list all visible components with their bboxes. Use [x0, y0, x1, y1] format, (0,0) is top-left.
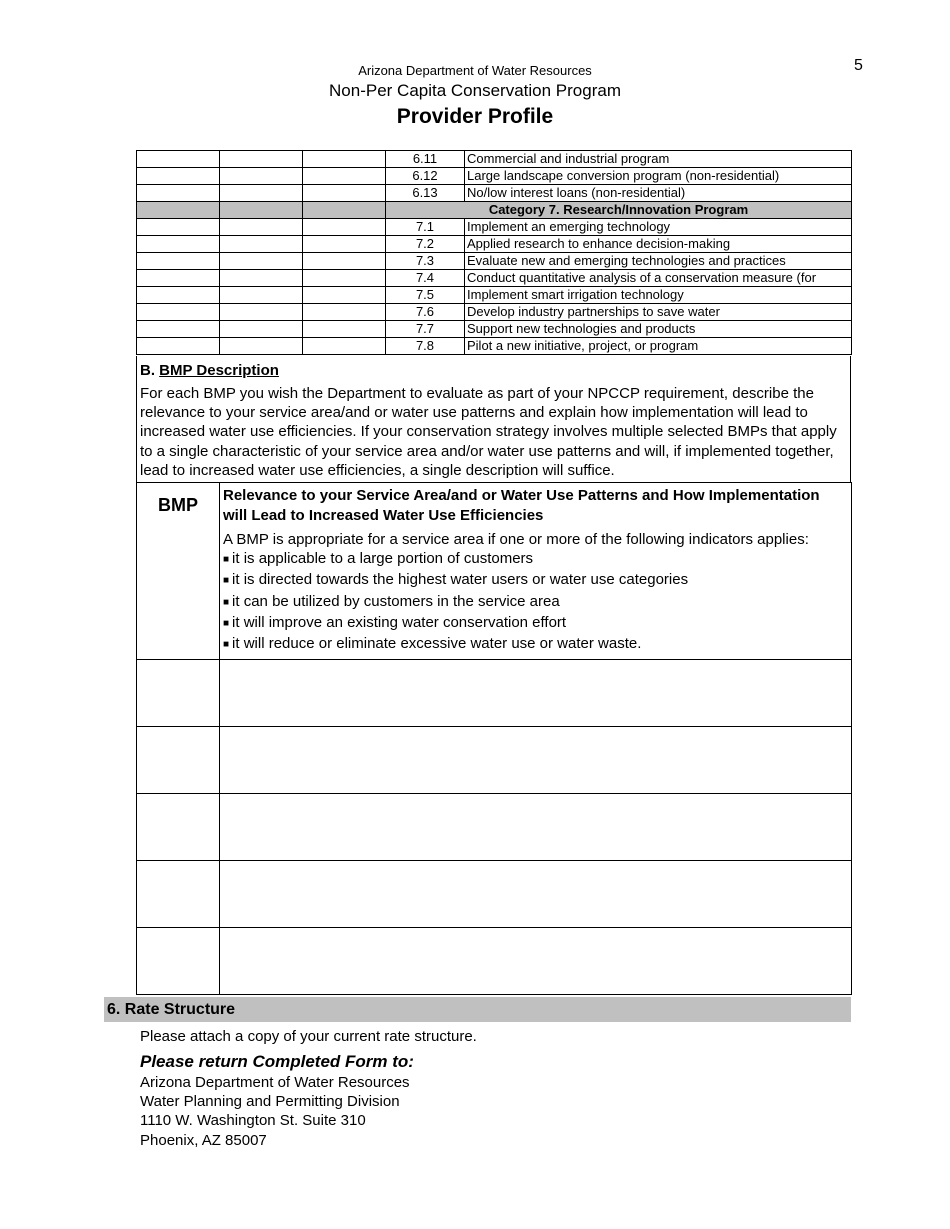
address-line: 1110 W. Washington St. Suite 310 — [140, 1112, 366, 1130]
rate-structure-text: Please attach a copy of your current rate structure. — [140, 1028, 477, 1045]
rate-structure-heading: 6. Rate Structure — [104, 997, 851, 1022]
section-prefix: B. — [140, 362, 155, 379]
checkbox-cell[interactable] — [220, 185, 303, 202]
address-line: Arizona Department of Water Resources — [140, 1074, 410, 1091]
bmp-label: Conduct quantitative analysis of a conservation measure (for — [465, 270, 852, 287]
table-row — [137, 660, 852, 727]
bmp-description-table — [136, 482, 852, 995]
checkbox-cell[interactable] — [220, 168, 303, 185]
checkbox-cell[interactable] — [303, 287, 386, 304]
table-row — [137, 151, 852, 168]
table-row — [137, 287, 852, 304]
bmp-number: 6.13 — [386, 185, 465, 202]
checkbox-cell[interactable] — [137, 253, 220, 270]
program-name: Non-Per Capita Conservation Program — [329, 81, 621, 100]
header-row — [137, 483, 852, 660]
bmp-label: Implement smart irrigation technology — [465, 287, 852, 304]
address-line: Water Planning and Permitting Division — [140, 1093, 400, 1111]
bmp-input-cell[interactable] — [137, 794, 220, 861]
checkbox-cell[interactable] — [220, 287, 303, 304]
checkbox-cell[interactable] — [303, 338, 386, 355]
checkbox-cell[interactable] — [137, 185, 220, 202]
bmp-label: Commercial and industrial program — [465, 151, 852, 168]
category-row — [137, 202, 852, 219]
table-row — [137, 338, 852, 355]
bmp-number: 7.8 — [386, 338, 465, 355]
bmp-column-header: BMP — [137, 483, 220, 660]
checkbox-cell[interactable] — [137, 304, 220, 321]
checkbox-cell[interactable] — [303, 253, 386, 270]
return-heading: Please return Completed Form to: — [140, 1052, 414, 1071]
checkbox-cell[interactable] — [220, 219, 303, 236]
relevance-input-cell[interactable] — [220, 928, 852, 995]
bmp-number: 6.11 — [386, 151, 465, 168]
checkbox-cell[interactable] — [303, 168, 386, 185]
bmp-label: Develop industry partnerships to save water — [465, 304, 852, 321]
indicator-item: ■ it will improve an existing water conservation effort — [223, 613, 847, 634]
checkbox-cell[interactable] — [220, 151, 303, 168]
checkbox-cell[interactable] — [137, 270, 220, 287]
category-label: Category 7. Research/Innovation Program — [386, 202, 852, 219]
checkbox-cell[interactable] — [137, 168, 220, 185]
bmp-number: 7.5 — [386, 287, 465, 304]
indicator-item: ■ it can be utilized by customers in the service area — [223, 592, 847, 613]
checkbox-cell[interactable] — [137, 321, 220, 338]
relevance-intro: A BMP is appropriate for a service area if one or more of the following indicators applies: — [223, 531, 809, 548]
bmp-number: 7.3 — [386, 253, 465, 270]
table-row — [137, 236, 852, 253]
table-row — [137, 219, 852, 236]
indicator-item: ■ it will reduce or eliminate excessive water use or water waste. — [223, 634, 847, 655]
bmp-selection-table — [136, 150, 852, 355]
checkbox-cell[interactable] — [220, 253, 303, 270]
relevance-input-cell[interactable] — [220, 861, 852, 928]
section-description: For each BMP you wish the Department to evaluate as part of your NPCCP requirement, describe the relevance to your service area/and or water use patterns and explain how implementation will lead to increased water use efficiencies. If your conservation strategy involves multiple selected BMPs that apply to a single characteristic of your service area and/or water use patterns and will, if implemented together, lead to increased water use efficiencies, a single description will suffice. — [140, 385, 837, 479]
checkbox-cell[interactable] — [137, 338, 220, 355]
bmp-label: Implement an emerging technology — [465, 219, 852, 236]
checkbox-cell[interactable] — [303, 304, 386, 321]
checkbox-cell[interactable] — [303, 219, 386, 236]
table-row — [137, 727, 852, 794]
bmp-description-section — [136, 356, 851, 482]
checkbox-cell[interactable] — [220, 321, 303, 338]
table-row — [137, 321, 852, 338]
bmp-input-cell[interactable] — [137, 660, 220, 727]
relevance-column-header — [220, 483, 852, 660]
table-row — [137, 253, 852, 270]
bmp-number: 7.1 — [386, 219, 465, 236]
indicator-list — [223, 549, 847, 655]
page-title: Provider Profile — [396, 105, 554, 128]
bmp-label: No/low interest loans (non-residential) — [465, 185, 852, 202]
bmp-number: 7.2 — [386, 236, 465, 253]
checkbox-cell[interactable] — [137, 219, 220, 236]
table-row — [137, 270, 852, 287]
bmp-label: Applied research to enhance decision-making — [465, 236, 852, 253]
checkbox-cell[interactable] — [220, 304, 303, 321]
section-title: BMP Description — [159, 362, 279, 379]
bmp-label: Support new technologies and products — [465, 321, 852, 338]
checkbox-cell[interactable] — [303, 185, 386, 202]
table-row — [137, 168, 852, 185]
bmp-input-cell[interactable] — [137, 928, 220, 995]
checkbox-cell[interactable] — [220, 338, 303, 355]
checkbox-cell[interactable] — [220, 270, 303, 287]
checkbox-cell[interactable] — [303, 321, 386, 338]
page-header — [0, 62, 950, 130]
checkbox-cell[interactable] — [137, 287, 220, 304]
table-row — [137, 304, 852, 321]
bmp-number: 6.12 — [386, 168, 465, 185]
bmp-label: Pilot a new initiative, project, or program — [465, 338, 852, 355]
relevance-title: Relevance to your Service Area/and or Water Use Patterns and How Implementation will Lead to Increased Water Use Efficiencies — [223, 487, 820, 524]
checkbox-cell[interactable] — [137, 151, 220, 168]
table-row — [137, 928, 852, 995]
table-row — [137, 185, 852, 202]
bmp-input-cell[interactable] — [137, 727, 220, 794]
checkbox-cell[interactable] — [137, 236, 220, 253]
bmp-label: Evaluate new and emerging technologies and practices — [465, 253, 852, 270]
bmp-number: 7.7 — [386, 321, 465, 338]
page-number: 5 — [854, 57, 863, 74]
bmp-number: 7.4 — [386, 270, 465, 287]
section-heading — [140, 362, 279, 379]
agency-name: Arizona Department of Water Resources — [358, 63, 592, 78]
relevance-input-cell[interactable] — [220, 660, 852, 727]
table-row — [137, 861, 852, 928]
bmp-number: 7.6 — [386, 304, 465, 321]
checkbox-cell[interactable] — [303, 270, 386, 287]
checkbox-cell[interactable] — [303, 236, 386, 253]
table-row — [137, 794, 852, 861]
relevance-input-cell[interactable] — [220, 727, 852, 794]
bmp-input-cell[interactable] — [137, 861, 220, 928]
bmp-label: Large landscape conversion program (non-residential) — [465, 168, 852, 185]
address-line: Phoenix, AZ 85007 — [140, 1131, 267, 1149]
indicator-item: ■ it is directed towards the highest water users or water use categories — [223, 570, 847, 591]
relevance-input-cell[interactable] — [220, 794, 852, 861]
indicator-item: ■ it is applicable to a large portion of customers — [223, 549, 847, 570]
checkbox-cell[interactable] — [220, 236, 303, 253]
checkbox-cell[interactable] — [303, 151, 386, 168]
return-address — [140, 1073, 410, 1150]
